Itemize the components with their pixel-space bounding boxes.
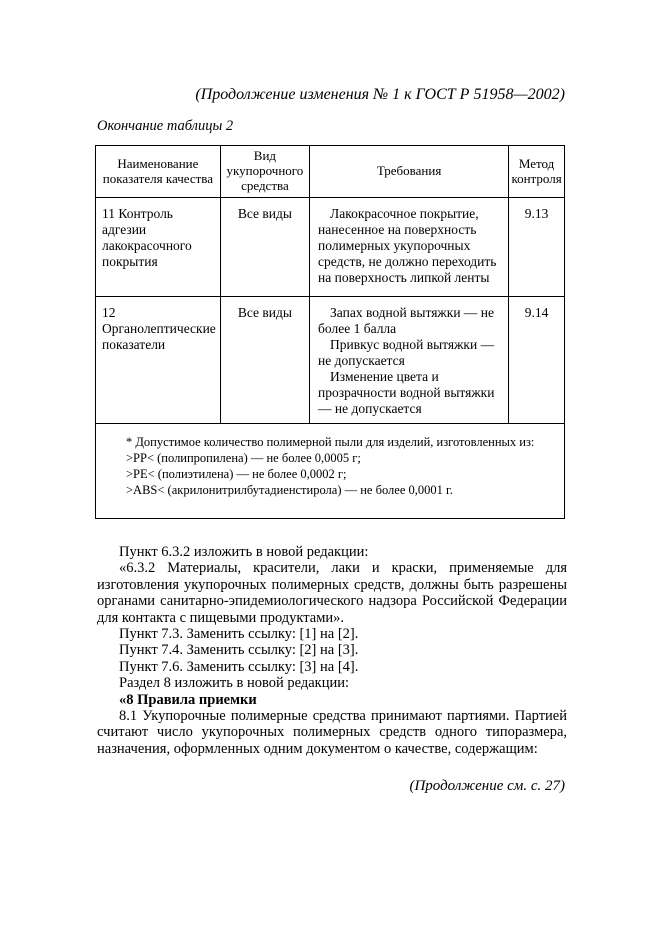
column-header-requirements: Требования — [310, 146, 509, 198]
paragraph: Пункт 6.3.2 изложить в новой редакции: — [119, 544, 369, 560]
requirement-text: Запах водной вытяжки — не более 1 балла — [318, 305, 495, 336]
row-indicator-name: 12 Органолептические показатели — [96, 297, 221, 424]
column-header-name: Наименование показателя качества — [96, 146, 221, 198]
footnote-item: >PE< (полиэтилена) — не более 0,0002 г; — [126, 467, 347, 481]
section-heading: «8 Правила приемки — [119, 691, 257, 708]
requirement-text: Привкус водной вытяжки — не допускается — [318, 337, 495, 368]
table-row — [96, 297, 565, 424]
document-reference-header: (Продолжение изменения № 1 к ГОСТ Р 51958—2002) — [195, 86, 565, 103]
table-header-row — [96, 146, 565, 198]
row-requirements — [310, 297, 509, 424]
paragraph: Пункт 7.6. Заменить ссылку: [3] на [4]. — [119, 658, 359, 675]
column-header-kind: Вид укупорочного средства — [220, 146, 309, 198]
row-closure-kind: Все виды — [220, 297, 309, 424]
amendment-body — [97, 544, 567, 757]
row-closure-kind: Все виды — [220, 198, 309, 297]
continuation-note: (Продолжение см. с. 27) — [409, 778, 565, 794]
row-control-method: 9.14 — [509, 297, 565, 424]
table-caption: Окончание таблицы 2 — [97, 118, 234, 134]
footnote-intro: * Допустимое количество полимерной пыли для изделий, изготовленных из: — [126, 435, 535, 449]
table-footnote — [96, 424, 565, 519]
footnote-item: >ABS< (акрилонитрилбутадиенстирола) — не более 0,0001 г. — [126, 483, 453, 497]
requirements-table — [95, 145, 565, 519]
paragraph: Раздел 8 изложить в новой редакции: — [119, 675, 350, 692]
paragraph: «6.3.2 Материалы, красители, лаки и краски, применяемые для изготовления укупорочных полимерных средств, должны быть разрешены органами санитарно-эпидемиологического надзора Российской Федерации для контакта с пищевыми продуктами». — [97, 560, 567, 626]
row-indicator-name: 11 Контроль адгезии лакокрасочного покрытия — [96, 198, 221, 297]
footnote-item: >PP< (полипропилена) — не более 0,0005 г; — [126, 451, 361, 465]
column-header-method: Метод контроля — [509, 146, 565, 198]
requirement-text: Изменение цвета и прозрачности водной вытяжки — не допускается — [318, 369, 495, 416]
row-control-method: 9.13 — [509, 198, 565, 297]
paragraph: Пункт 7.4. Заменить ссылку: [2] на [3]. — [119, 642, 359, 659]
row-requirements — [310, 198, 509, 297]
paragraph: Пункт 7.3. Заменить ссылку: [1] на [2]. — [119, 626, 359, 643]
paragraph: 8.1 Укупорочные полимерные средства принимают партиями. Партией считают число укупорочных полимерных средств одного типоразмера, назначения, оформленных одним документом о качестве, содержащим: — [97, 708, 567, 757]
requirement-text: Лакокрасочное покрытие, нанесенное на поверхность полимерных укупорочных средств, не должно переходить на поверхность липкой ленты — [318, 206, 497, 285]
table-row — [96, 198, 565, 297]
table-footnote-row — [96, 424, 565, 519]
